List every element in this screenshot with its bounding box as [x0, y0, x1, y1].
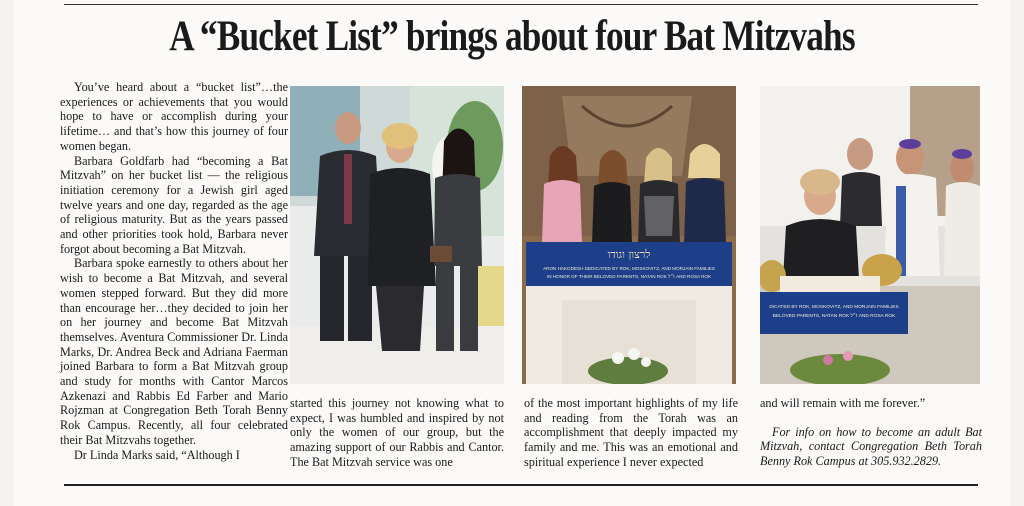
article-column-2: started this journey not knowing what to expect, I was humbled and inspired by not only the women of our group, but the amazing support of our Rabbis and Cantor. The Bat Mitzvah service was one	[290, 396, 504, 469]
paragraph-group: Barbara spoke earnestly to others about her wish to become a Bat Mitzvah, and several women stepped forward. But they did more than encourage her…they decided to join her on her journey and become Bat Mitzvah themselves. Aventura Commissioner Dr. Linda Marks, Dr. Andrea Beck and Adriana Faerman joined Barbara to form a Bat Mitzvah group and study for months with Cantor Marcos Azkenazi and Rabbis Ed Farber and Mario Rojzman at Congregation Beth Torah Benny Rok Campus. Recently, all four celebrated their Bat Mitzvahs together.	[60, 256, 288, 447]
paragraph-barbara: Barbara Goldfarb had “becoming a Bat Mitzvah” on her bucket list — the religious initiation ceremony for a Jewish girl aged twelve years and one day, regarded as the age of religious maturity. But as the years passed and other priorities took hold, Barbara never forgot about becoming a Bat Mitzvah.	[60, 153, 288, 256]
contact-info: For info on how to become an adult Bat Mitzvah, contact Congregation Beth Torah Benny Rok Campus at 305.932.2829.	[760, 424, 982, 469]
paragraph-quote-start: Dr Linda Marks said, “Although I	[74, 447, 240, 462]
plaque-line-2: BELOVED PARENTS, NATAN ROK ז״ל AND ROSA ROK	[772, 314, 896, 319]
article-column-4	[760, 396, 982, 469]
plaque-hebrew: לרצון וגודו	[607, 248, 651, 261]
quote-end: and will remain with me forever.”	[760, 396, 926, 410]
bottom-rule	[64, 484, 978, 486]
article-column-1	[60, 80, 288, 462]
photo-four-women-bimah	[522, 86, 736, 384]
plaque-line-1: DICATED BY ROK, MOSKOVITZ, AND MORJAIN FAMILIES	[769, 305, 899, 310]
photo-torah-reading	[760, 86, 980, 384]
newspaper-page	[14, 0, 1010, 506]
photo-group-portrait	[290, 86, 504, 384]
paragraph-intro: You’ve heard about a “bucket list”…the experiences or achievements that you would hope to have or accomplish during your lifetime… and that’s how this journey of four women began.	[60, 80, 288, 153]
plaque-line-1: ARON HAKODESH DEDICATED BY ROK, MOSKOVITZ, AND MORJAIN FAMILIES	[543, 266, 715, 271]
top-rule	[64, 4, 978, 5]
headline: A “Bucket List” brings about four Bat Mitzvahs	[169, 13, 855, 60]
plaque-line-2: IN HONOR OF THEIR BELOVED PARENTS, NATAN ROK ז״ל AND ROSA ROK	[546, 274, 712, 279]
article-column-3: of the most important highlights of my life and reading from the Torah was an accomplishment that deeply impacted my family and me. This was an emotional and spiritual experience I never expected	[524, 396, 738, 469]
